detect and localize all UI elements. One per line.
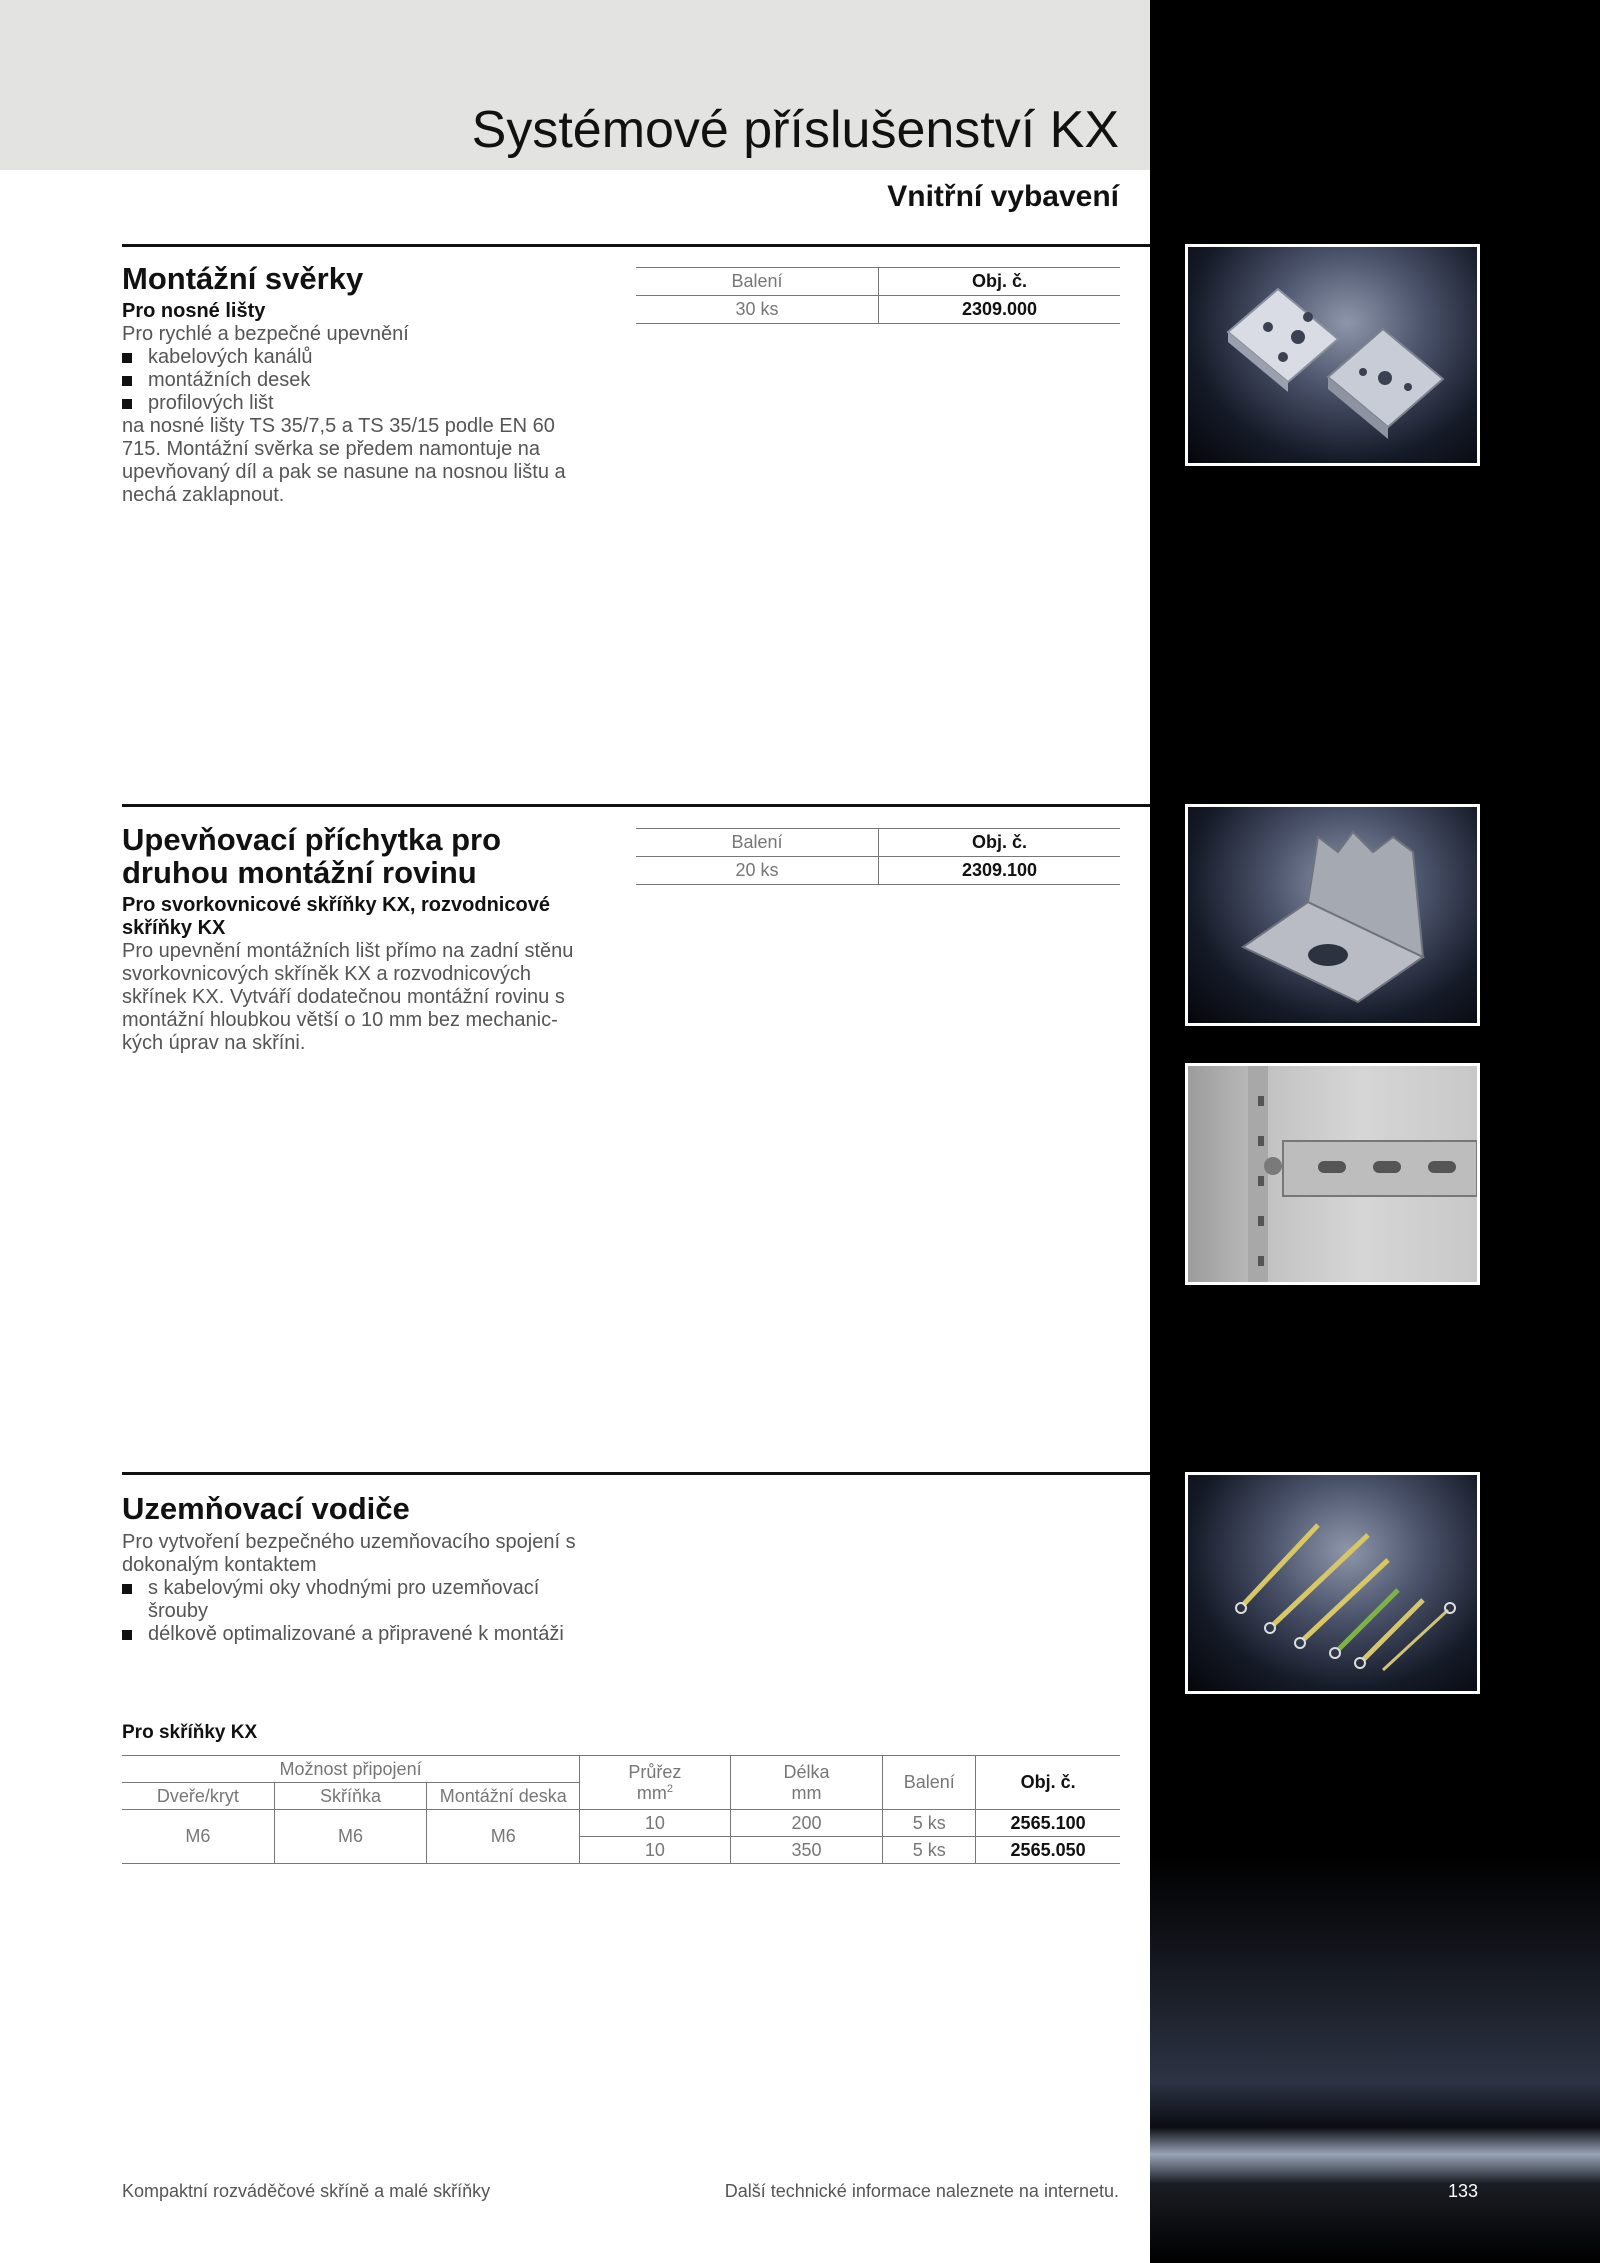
header-order-number: Obj. č. xyxy=(879,268,1121,296)
rail-illustration xyxy=(1188,1066,1477,1282)
intro-text: Pro rychlé a bezpečné upevnění xyxy=(122,323,409,345)
heading-line: druhou montážní rovinu xyxy=(122,855,477,890)
section-rule xyxy=(122,244,1150,247)
wires-illustration xyxy=(1188,1475,1477,1691)
section-heading: Uzemňovací vodiče xyxy=(122,1491,410,1526)
header-length-unit: mm xyxy=(791,1782,822,1803)
rail-installed-photo xyxy=(1185,1063,1480,1285)
unit-superscript: 2 xyxy=(666,1782,673,1795)
section-subheading: Pro nosné lišty xyxy=(122,300,266,322)
cell-order-number: 2309.000 xyxy=(879,296,1121,324)
section-heading xyxy=(122,823,501,889)
header-order-number: Obj. č. xyxy=(976,1756,1120,1810)
section-subheading: Pro svorkovnicové skříňky KX, rozvodnicové skříňky KX xyxy=(122,894,550,939)
cell-length: 200 xyxy=(730,1810,883,1837)
section-rule xyxy=(122,804,1150,807)
cell-packing: 5 ks xyxy=(883,1810,976,1837)
clamps-illustration xyxy=(1188,247,1477,463)
cell-order-number: 2565.100 xyxy=(976,1810,1120,1837)
cell-packing: 30 ks xyxy=(636,296,879,324)
header-packing: Balení xyxy=(636,268,879,296)
cell-order-number: 2309.100 xyxy=(879,857,1121,885)
list-item: délkově optimalizované a připravené k montáži xyxy=(122,1623,582,1646)
cell-packing: 20 ks xyxy=(636,857,879,885)
header-order-number: Obj. č. xyxy=(879,829,1121,857)
table-header-row xyxy=(122,1756,1120,1783)
header-mounting-plate: Montážní deska xyxy=(427,1783,580,1810)
bullet-list xyxy=(122,1577,582,1646)
header-connection-options: Možnost připojení xyxy=(122,1756,580,1783)
list-item: s kabelovými oky vhodnými pro uzemňovací šrouby xyxy=(122,1577,582,1623)
section-rule xyxy=(122,1472,1150,1475)
header-packing: Balení xyxy=(636,829,879,857)
cell-door: M6 xyxy=(122,1810,274,1864)
table-header-row xyxy=(636,829,1120,857)
header-cross-section-label: Průřez xyxy=(628,1761,682,1782)
header-packing: Balení xyxy=(883,1756,976,1810)
cell-length: 350 xyxy=(730,1837,883,1864)
bullet-list xyxy=(122,346,602,415)
list-item: kabelových kanálů xyxy=(122,346,602,369)
page-title: Systémové příslušenství KX xyxy=(471,101,1119,159)
table-row xyxy=(122,1810,1120,1837)
header-cross-section xyxy=(580,1756,731,1810)
table-row xyxy=(636,857,1120,885)
section-body xyxy=(122,940,597,1055)
section-heading: Montážní svěrky xyxy=(122,261,364,296)
grounding-table xyxy=(122,1755,1120,1864)
list-item: montážních desek xyxy=(122,369,602,392)
section-body xyxy=(122,1531,597,1646)
description-text: na nosné lišty TS 35/7,5 a TS 35/15 podle EN 60 715. Montážní svěrka se předem namontuje na upevňovaný díl a pak se nasune na nosnou lištu a nechá zaklapnout. xyxy=(122,415,566,506)
header-cross-section-unit: mm xyxy=(636,1782,667,1803)
order-table xyxy=(636,828,1120,885)
header-length-label: Délka xyxy=(783,1761,830,1782)
cell-cross-section: 10 xyxy=(580,1810,731,1837)
footer-center: Další technické informace naleznete na internetu. xyxy=(724,2181,1119,2201)
mounting-clamps-photo xyxy=(1185,244,1480,466)
page-number: 133 xyxy=(1448,2181,1479,2201)
section-body xyxy=(122,323,602,507)
heading-line: Upevňovací příchytka pro xyxy=(122,822,502,857)
list-item: profilových lišt xyxy=(122,392,602,415)
header-door: Dveře/kryt xyxy=(122,1783,274,1810)
table-header-row xyxy=(636,268,1120,296)
footer-left: Kompaktní rozváděčové skříně a malé skříňky xyxy=(122,2181,491,2201)
cell-mounting-plate: M6 xyxy=(427,1810,580,1864)
page-subtitle: Vnitřní vybavení xyxy=(887,180,1119,213)
mounting-bracket-photo xyxy=(1185,804,1480,1026)
order-table xyxy=(636,267,1120,324)
cell-order-number: 2565.050 xyxy=(976,1837,1120,1864)
description-text: Pro upevnění montážních lišt přímo na zadní stěnu svorkovnicových skříněk KX a rozvodnicových skřínek KX. Vytváří dodatečnou montážní rovinu s montážní hloubkou větší o 10 mm bez mechanic-kých úprav na skříni. xyxy=(122,940,574,1054)
header-length xyxy=(730,1756,883,1810)
intro-text: Pro vytvoření bezpečného uzemňovacího spojení s dokonalým kontaktem xyxy=(122,1531,576,1576)
bracket-illustration xyxy=(1188,807,1477,1023)
cell-enclosure: M6 xyxy=(274,1810,427,1864)
grounding-wires-photo xyxy=(1185,1472,1480,1694)
table-caption: Pro skříňky KX xyxy=(122,1722,258,1743)
cell-packing: 5 ks xyxy=(883,1837,976,1864)
cell-cross-section: 10 xyxy=(580,1837,731,1864)
table-row xyxy=(636,296,1120,324)
header-enclosure: Skříňka xyxy=(274,1783,427,1810)
